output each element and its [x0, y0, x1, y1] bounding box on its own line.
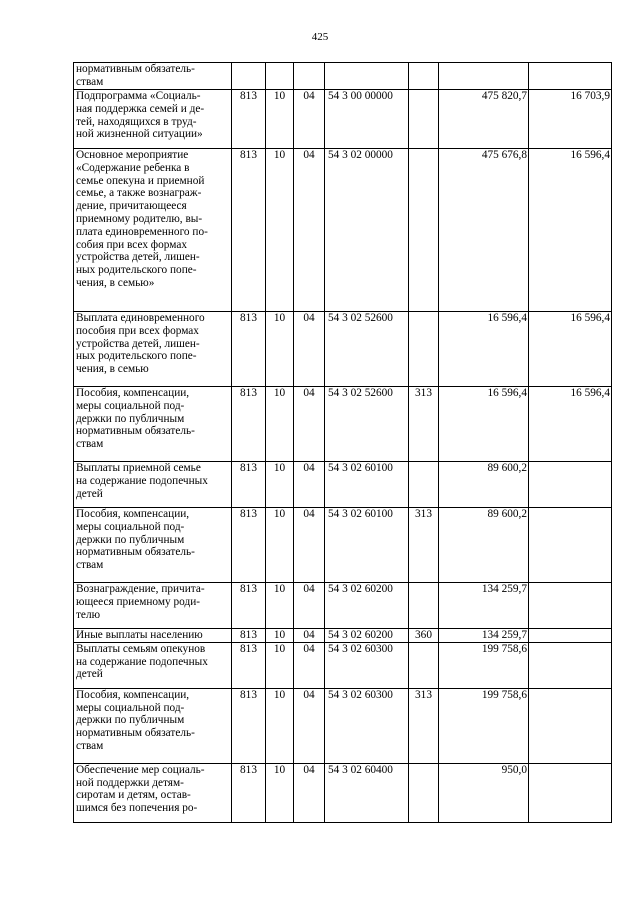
cell-subsection: 04 — [294, 149, 325, 312]
cell-amount-1: 199 758,6 — [439, 642, 529, 688]
cell-target-article: 54 3 02 60100 — [325, 462, 409, 508]
cell-name: Вознаграждение, причита- ющееся приемному роди- телю — [74, 583, 232, 629]
cell-target-article: 54 3 02 60100 — [325, 508, 409, 583]
cell-target-article: 54 3 02 60400 — [325, 763, 409, 822]
cell-name: Выплаты приемной семье на содержание подопечных детей — [74, 462, 232, 508]
cell-expense-type — [409, 63, 439, 90]
cell-expense-type — [409, 312, 439, 387]
cell-section: 10 — [266, 508, 294, 583]
cell-amount-2 — [529, 63, 612, 90]
cell-ministry-code: 813 — [232, 90, 266, 149]
cell-amount-1: 475 676,8 — [439, 149, 529, 312]
table-row — [74, 763, 612, 822]
table-row — [74, 508, 612, 583]
cell-ministry-code: 813 — [232, 688, 266, 763]
cell-expense-type: 313 — [409, 688, 439, 763]
cell-name: Пособия, компенсации, меры социальной под- держки по публичным нормативным обязатель- ствам — [74, 508, 232, 583]
cell-ministry-code: 813 — [232, 312, 266, 387]
cell-amount-2 — [529, 583, 612, 629]
cell-expense-type — [409, 763, 439, 822]
cell-amount-2: 16 596,4 — [529, 149, 612, 312]
cell-expense-type: 313 — [409, 387, 439, 462]
cell-expense-type: 360 — [409, 629, 439, 643]
cell-amount-1: 134 259,7 — [439, 583, 529, 629]
cell-ministry-code: 813 — [232, 642, 266, 688]
cell-target-article: 54 3 00 00000 — [325, 90, 409, 149]
cell-target-article: 54 3 02 00000 — [325, 149, 409, 312]
cell-name: Выплата единовременного пособия при всех формах устройства детей, лишен- ных родительского попе- чения, в семью — [74, 312, 232, 387]
cell-name: Основное мероприятие «Содержание ребенка в семье опекуна и приемной семье, а также вознаграж- дение, причитающееся приемному родителю, вы- плата единовременного по- собия при всех формах устройства детей, лишен- ных родительского попе- чения, в семью» — [74, 149, 232, 312]
cell-subsection: 04 — [294, 508, 325, 583]
table-row — [74, 462, 612, 508]
cell-amount-1: 89 600,2 — [439, 508, 529, 583]
cell-subsection: 04 — [294, 629, 325, 643]
cell-name: Пособия, компенсации, меры социальной под- держки по публичным нормативным обязатель- ствам — [74, 387, 232, 462]
cell-name: нормативным обязатель- ствам — [74, 63, 232, 90]
cell-subsection: 04 — [294, 462, 325, 508]
cell-name: Подпрограмма «Социаль- ная поддержка семей и де- тей, находящихся в труд- ной жизненной ситуации» — [74, 90, 232, 149]
cell-name: Выплаты семьям опекунов на содержание подопечных детей — [74, 642, 232, 688]
cell-amount-2 — [529, 508, 612, 583]
cell-section — [266, 63, 294, 90]
cell-expense-type: 313 — [409, 508, 439, 583]
cell-amount-1: 16 596,4 — [439, 312, 529, 387]
cell-amount-2 — [529, 763, 612, 822]
cell-subsection: 04 — [294, 312, 325, 387]
cell-ministry-code: 813 — [232, 583, 266, 629]
cell-ministry-code: 813 — [232, 763, 266, 822]
cell-section: 10 — [266, 642, 294, 688]
cell-expense-type — [409, 642, 439, 688]
cell-section: 10 — [266, 688, 294, 763]
table-row — [74, 63, 612, 90]
cell-expense-type — [409, 583, 439, 629]
cell-ministry-code: 813 — [232, 508, 266, 583]
cell-ministry-code — [232, 63, 266, 90]
table-row — [74, 688, 612, 763]
cell-target-article: 54 3 02 60200 — [325, 629, 409, 643]
cell-name: Обеспечение мер социаль- ной поддержки детям- сиротам и детям, остав- шимся без попечения ро- — [74, 763, 232, 822]
cell-amount-1: 89 600,2 — [439, 462, 529, 508]
cell-subsection: 04 — [294, 583, 325, 629]
cell-ministry-code: 813 — [232, 629, 266, 643]
table-row — [74, 629, 612, 643]
cell-subsection: 04 — [294, 763, 325, 822]
cell-amount-2: 16 596,4 — [529, 387, 612, 462]
cell-amount-1: 199 758,6 — [439, 688, 529, 763]
cell-amount-1: 134 259,7 — [439, 629, 529, 643]
cell-amount-2 — [529, 629, 612, 643]
table-body — [74, 63, 612, 823]
table-row — [74, 642, 612, 688]
cell-section: 10 — [266, 312, 294, 387]
cell-amount-1: 16 596,4 — [439, 387, 529, 462]
cell-target-article: 54 3 02 60300 — [325, 642, 409, 688]
table-row — [74, 312, 612, 387]
table-row — [74, 90, 612, 149]
cell-subsection: 04 — [294, 387, 325, 462]
cell-amount-1: 475 820,7 — [439, 90, 529, 149]
cell-target-article: 54 3 02 52600 — [325, 312, 409, 387]
cell-name: Пособия, компенсации, меры социальной под- держки по публичным нормативным обязатель- ствам — [74, 688, 232, 763]
cell-section: 10 — [266, 583, 294, 629]
cell-amount-1: 950,0 — [439, 763, 529, 822]
cell-amount-2 — [529, 462, 612, 508]
cell-amount-2: 16 703,9 — [529, 90, 612, 149]
cell-target-article: 54 3 02 60200 — [325, 583, 409, 629]
cell-expense-type — [409, 149, 439, 312]
cell-amount-2 — [529, 642, 612, 688]
cell-subsection — [294, 63, 325, 90]
cell-expense-type — [409, 90, 439, 149]
cell-ministry-code: 813 — [232, 149, 266, 312]
cell-ministry-code: 813 — [232, 462, 266, 508]
cell-section: 10 — [266, 387, 294, 462]
cell-name: Иные выплаты населению — [74, 629, 232, 643]
table-row — [74, 583, 612, 629]
cell-section: 10 — [266, 763, 294, 822]
cell-section: 10 — [266, 90, 294, 149]
cell-amount-2 — [529, 688, 612, 763]
cell-amount-2: 16 596,4 — [529, 312, 612, 387]
table-row — [74, 149, 612, 312]
cell-target-article — [325, 63, 409, 90]
table-row — [74, 387, 612, 462]
cell-expense-type — [409, 462, 439, 508]
cell-subsection: 04 — [294, 642, 325, 688]
budget-table — [73, 62, 612, 823]
cell-section: 10 — [266, 149, 294, 312]
cell-section: 10 — [266, 629, 294, 643]
page-number: 425 — [311, 31, 329, 43]
cell-subsection: 04 — [294, 688, 325, 763]
cell-amount-1 — [439, 63, 529, 90]
cell-target-article: 54 3 02 60300 — [325, 688, 409, 763]
cell-target-article: 54 3 02 52600 — [325, 387, 409, 462]
cell-section: 10 — [266, 462, 294, 508]
cell-subsection: 04 — [294, 90, 325, 149]
cell-ministry-code: 813 — [232, 387, 266, 462]
